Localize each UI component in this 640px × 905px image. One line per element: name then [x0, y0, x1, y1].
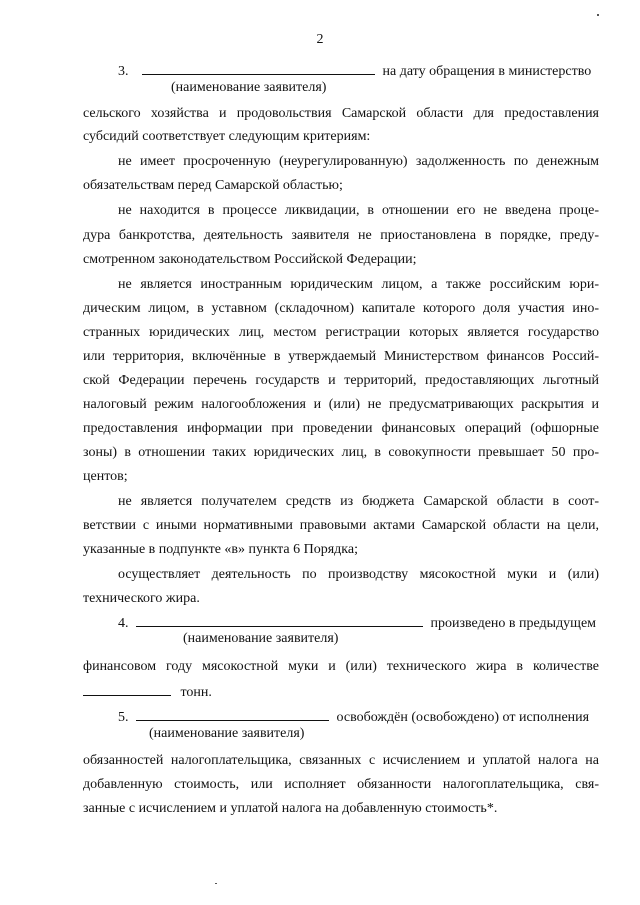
criterion-2-line-1: не находится в процессе ликвидации, в отношении его не введена проце- [118, 203, 599, 218]
criterion-1-line-2: обязательствам перед Самарской областью; [83, 178, 343, 193]
criterion-3-line-7: предоставления информации при проведении финансовых операций (офшорные [83, 421, 599, 436]
item-4-caption: (наименование заявителя) [183, 631, 339, 646]
item-4-quantity-line [83, 683, 212, 702]
item-3-number: 3. [118, 64, 129, 79]
quantity-blank[interactable] [83, 683, 171, 696]
item-5-cont-1: обязанностей налогоплательщика, связанных с исчислением и уплатой налога на [83, 753, 599, 768]
item-5-line [118, 708, 599, 727]
criterion-5-line-2: технического жира. [83, 591, 200, 606]
item-3-line [118, 62, 599, 81]
item-4-tail: произведено в предыдущем [430, 616, 597, 631]
criterion-3-line-3: странных юридических лиц, местом регистрации которых является государство [83, 325, 599, 340]
criterion-3-line-5: ской Федерации перечень государств и территорий, предоставляющих льготный [83, 373, 599, 388]
criterion-4-line-1: не является получателем средств из бюджета Самарской области в соот- [118, 494, 599, 509]
page-number: 2 [316, 32, 324, 47]
applicant-name-blank-3[interactable] [142, 62, 375, 75]
scan-mark [597, 14, 599, 16]
item-3-cont-2: субсидий соответствует следующим критериям: [83, 129, 371, 144]
item-4-unit: тонн. [180, 685, 212, 700]
criterion-3-line-4: или территория, включённые в утверждаемый Министерством финансов Россий- [83, 349, 599, 364]
criterion-3-line-1: не является иностранным юридическим лицом, а также российским юри- [118, 277, 599, 292]
applicant-name-blank-5[interactable] [136, 708, 329, 721]
item-5-cont-2: добавленную стоимость, или исполняет обязанности налогоплательщика, свя- [83, 777, 599, 792]
criterion-4-line-3: указанные в подпункте «в» пункта 6 Порядка; [83, 542, 358, 557]
criterion-3-line-8: зоны) в отношении таких юридических лиц, в совокупности превышает 50 про- [83, 445, 599, 460]
item-5-number: 5. [118, 710, 129, 725]
criterion-2-line-3: смотренном законодательством Российской Федерации; [83, 252, 417, 267]
item-5-cont-3: занные с исчислением и уплатой налога на добавленную стоимость*. [83, 801, 498, 816]
criterion-2-line-2: дура банкротства, деятельность заявителя не приостановлена в порядке, преду- [83, 228, 599, 243]
criterion-4-line-2: ветствии с иными нормативными правовыми актами Самарской области на цели, [83, 518, 599, 533]
item-3-caption: (наименование заявителя) [171, 80, 327, 95]
applicant-name-blank-4[interactable] [136, 614, 423, 627]
criterion-1-line-1: не имеет просроченную (неурегулированную) задолженность по денежным [118, 154, 599, 169]
scan-mark [215, 883, 217, 884]
item-5-caption: (наименование заявителя) [149, 726, 305, 741]
criterion-3-line-6: налоговый режим налогообложения и (или) не предусматривающих раскрытия и [83, 397, 599, 412]
criterion-5-line-1: осуществляет деятельность по производству мясокостной муки и (или) [118, 567, 599, 582]
item-4-cont-1: финансовом году мясокостной муки и (или) технического жира в количестве [83, 659, 599, 674]
item-3-tail: на дату обращения в министерство [382, 64, 592, 79]
item-3-cont-1: сельского хозяйства и продовольствия Самарской области для предоставления [83, 106, 599, 121]
criterion-3-line-2: дическим лицом, в уставном (складочном) капитале которого доля участия ино- [83, 301, 599, 316]
criterion-3-line-9: центов; [83, 469, 128, 484]
item-4-number: 4. [118, 616, 129, 631]
item-5-tail: освобождён (освобождено) от исполнения [336, 710, 590, 725]
